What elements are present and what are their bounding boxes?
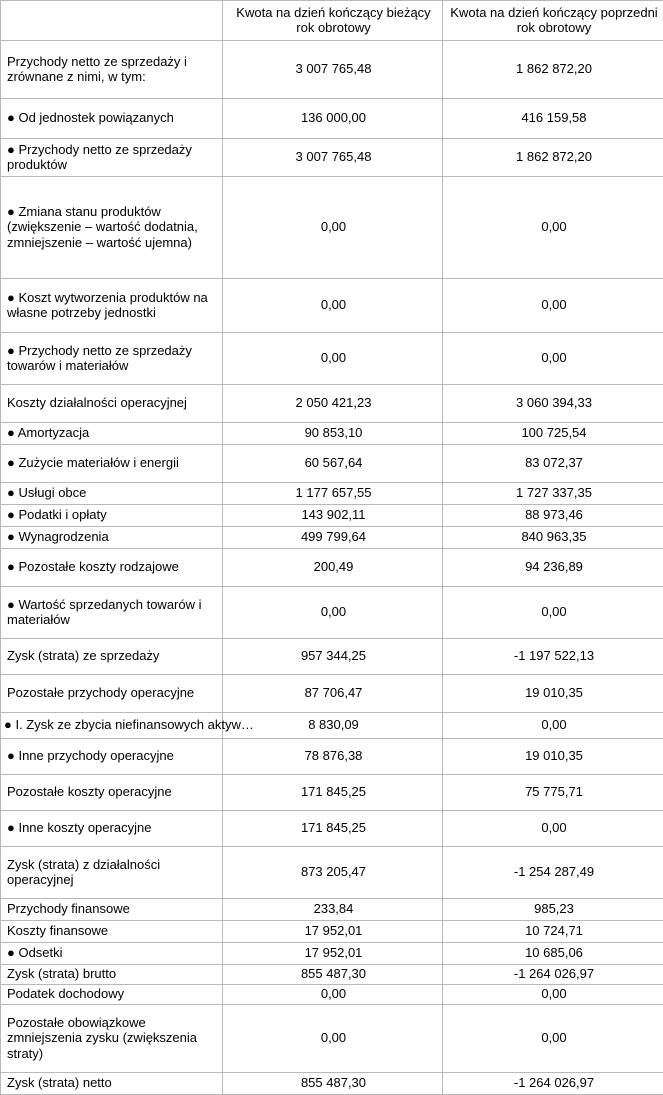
- row-label: Przychody netto ze sprzedaży i zrównane z nimi, w tym:: [1, 41, 223, 99]
- row-label: ● Usługi obce: [1, 483, 223, 505]
- table-row: [1, 713, 663, 739]
- row-value-previous: 985,23: [443, 899, 663, 921]
- table-row: [1, 445, 663, 483]
- table-row: [1, 385, 663, 423]
- row-value-current: 499 799,64: [223, 527, 443, 549]
- row-value-previous: -1 264 026,97: [443, 1073, 663, 1095]
- row-label: Pozostałe koszty operacyjne: [1, 775, 223, 811]
- row-label: ● Odsetki: [1, 943, 223, 965]
- table-row: [1, 811, 663, 847]
- table-row: [1, 639, 663, 675]
- table-row: [1, 527, 663, 549]
- header-row: [1, 1, 663, 41]
- table-row: [1, 921, 663, 943]
- table-row: [1, 41, 663, 99]
- row-value-current: 0,00: [223, 1005, 443, 1073]
- row-value-current: 0,00: [223, 985, 443, 1005]
- row-label: ● Podatki i opłaty: [1, 505, 223, 527]
- row-value-current: 0,00: [223, 587, 443, 639]
- table-header: [1, 1, 663, 41]
- row-label: ● Wynagrodzenia: [1, 527, 223, 549]
- row-value-previous: 3 060 394,33: [443, 385, 663, 423]
- row-label: Koszty finansowe: [1, 921, 223, 943]
- row-value-previous: 100 725,54: [443, 423, 663, 445]
- row-value-current: 0,00: [223, 333, 443, 385]
- row-value-previous: -1 197 522,13: [443, 639, 663, 675]
- table-row: [1, 333, 663, 385]
- row-value-previous: 1 862 872,20: [443, 139, 663, 177]
- row-value-previous: 0,00: [443, 177, 663, 279]
- row-value-previous: 19 010,35: [443, 675, 663, 713]
- row-label: ● Pozostałe koszty rodzajowe: [1, 549, 223, 587]
- table-row: [1, 985, 663, 1005]
- row-value-current: 143 902,11: [223, 505, 443, 527]
- row-value-previous: 840 963,35: [443, 527, 663, 549]
- table-row: [1, 899, 663, 921]
- row-label: ● Koszt wytworzenia produktów na własne potrzeby jednostki: [1, 279, 223, 333]
- row-value-current: 87 706,47: [223, 675, 443, 713]
- row-value-previous: 0,00: [443, 713, 663, 739]
- row-value-current: 957 344,25: [223, 639, 443, 675]
- row-label: ● Amortyzacja: [1, 423, 223, 445]
- table-row: [1, 279, 663, 333]
- table-row: [1, 505, 663, 527]
- table-row: [1, 1073, 663, 1095]
- row-value-current: 855 487,30: [223, 965, 443, 985]
- row-value-current: 2 050 421,23: [223, 385, 443, 423]
- row-value-current: 3 007 765,48: [223, 139, 443, 177]
- table-row: [1, 423, 663, 445]
- row-label: ● Przychody netto ze sprzedaży towarów i materiałów: [1, 333, 223, 385]
- row-label: Zysk (strata) brutto: [1, 965, 223, 985]
- header-current-year: Kwota na dzień kończący bieżący rok obrotowy: [223, 1, 443, 41]
- row-value-current: 78 876,38: [223, 739, 443, 775]
- row-value-current: 233,84: [223, 899, 443, 921]
- table-row: [1, 483, 663, 505]
- row-value-current: 17 952,01: [223, 921, 443, 943]
- row-value-previous: 75 775,71: [443, 775, 663, 811]
- row-value-previous: 0,00: [443, 587, 663, 639]
- row-label: Podatek dochodowy: [1, 985, 223, 1005]
- row-value-previous: -1 254 287,49: [443, 847, 663, 899]
- row-value-previous: 1 862 872,20: [443, 41, 663, 99]
- table-row: [1, 739, 663, 775]
- row-label: ● I. Zysk ze zbycia niefinansowych aktyw…: [1, 713, 223, 739]
- row-label: Koszty działalności operacyjnej: [1, 385, 223, 423]
- row-label: ● Inne koszty operacyjne: [1, 811, 223, 847]
- row-value-previous: 10 724,71: [443, 921, 663, 943]
- table-body: [1, 41, 663, 1095]
- row-label: Pozostałe przychody operacyjne: [1, 675, 223, 713]
- row-value-current: 855 487,30: [223, 1073, 443, 1095]
- header-corner-cell: [1, 1, 223, 41]
- row-value-previous: 0,00: [443, 1005, 663, 1073]
- row-label: Zysk (strata) z działalności operacyjnej: [1, 847, 223, 899]
- table-row: [1, 775, 663, 811]
- table-row: [1, 587, 663, 639]
- table-row: [1, 99, 663, 139]
- row-label: ● Od jednostek powiązanych: [1, 99, 223, 139]
- row-value-previous: 0,00: [443, 279, 663, 333]
- row-label: Zysk (strata) netto: [1, 1073, 223, 1095]
- row-value-current: 90 853,10: [223, 423, 443, 445]
- row-value-previous: 10 685,06: [443, 943, 663, 965]
- table-row: [1, 549, 663, 587]
- row-value-previous: 0,00: [443, 333, 663, 385]
- table-row: [1, 177, 663, 279]
- table-row: [1, 965, 663, 985]
- row-value-current: 171 845,25: [223, 775, 443, 811]
- row-value-previous: 1 727 337,35: [443, 483, 663, 505]
- row-value-current: 1 177 657,55: [223, 483, 443, 505]
- row-value-current: 873 205,47: [223, 847, 443, 899]
- row-label: Przychody finansowe: [1, 899, 223, 921]
- row-label: ● Przychody netto ze sprzedaży produktów: [1, 139, 223, 177]
- table-row: [1, 943, 663, 965]
- row-value-current: 3 007 765,48: [223, 41, 443, 99]
- table-row: [1, 675, 663, 713]
- row-value-previous: 19 010,35: [443, 739, 663, 775]
- table-row: [1, 139, 663, 177]
- row-value-previous: 0,00: [443, 985, 663, 1005]
- row-value-previous: -1 264 026,97: [443, 965, 663, 985]
- row-value-current: 8 830,09: [223, 713, 443, 739]
- table-row: [1, 1005, 663, 1073]
- row-value-previous: 83 072,37: [443, 445, 663, 483]
- row-value-current: 17 952,01: [223, 943, 443, 965]
- row-label: ● Zmiana stanu produktów (zwiększenie – wartość dodatnia, zmniejszenie – wartość ujemna): [1, 177, 223, 279]
- row-value-previous: 0,00: [443, 811, 663, 847]
- row-value-current: 171 845,25: [223, 811, 443, 847]
- row-label: Pozostałe obowiązkowe zmniejszenia zysku (zwiększenia straty): [1, 1005, 223, 1073]
- row-value-previous: 416 159,58: [443, 99, 663, 139]
- row-value-current: 200,49: [223, 549, 443, 587]
- row-label: ● Wartość sprzedanych towarów i materiałów: [1, 587, 223, 639]
- row-value-current: 0,00: [223, 279, 443, 333]
- table-row: [1, 847, 663, 899]
- row-value-current: 0,00: [223, 177, 443, 279]
- row-label: Zysk (strata) ze sprzedaży: [1, 639, 223, 675]
- row-value-current: 60 567,64: [223, 445, 443, 483]
- header-previous-year: Kwota na dzień kończący poprzedni rok obrotowy: [443, 1, 663, 41]
- row-label: ● Zużycie materiałów i energii: [1, 445, 223, 483]
- row-value-previous: 94 236,89: [443, 549, 663, 587]
- row-value-previous: 88 973,46: [443, 505, 663, 527]
- row-label: ● Inne przychody operacyjne: [1, 739, 223, 775]
- row-value-current: 136 000,00: [223, 99, 443, 139]
